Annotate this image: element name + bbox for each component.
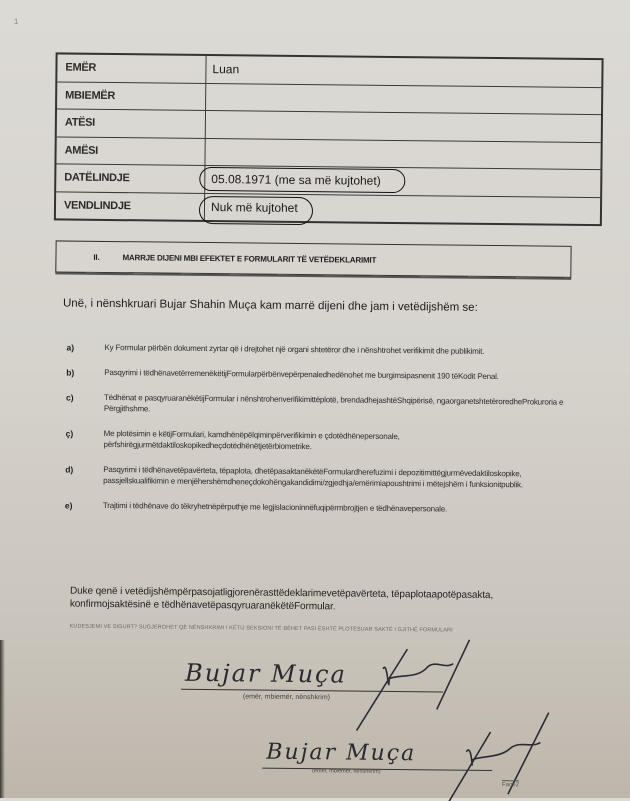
list-text: Pasqyrimi i tëdhënavetëpavërteta, tëpaplota, dhetëpasaktanëkëtëFormulardherefuzimi i depozitimittëgjurmëvedaktiloskopike, passjellskualifikimin e menjëhershëmdheneçdokohëngakandidimi/zgjedhja/emërimiapoushtrimi i mëtejshëm i funksionitpublik. [103, 464, 523, 490]
section-header [55, 240, 571, 277]
section-title: MARRJE DIJENI MBI EFEKTET E FORMULARIT TË VETËDEKLARIMIT [122, 252, 377, 265]
info-row-vendlindje [56, 192, 600, 224]
list-marker: ç) [65, 428, 74, 439]
page-number: Faqe2 [501, 782, 520, 789]
section-number: II. [93, 252, 100, 262]
info-label: ATËSI [57, 109, 206, 137]
signature-caption: (emër, mbiemër, nënshkrim) [312, 768, 381, 775]
list-marker: b) [66, 367, 75, 378]
list-item [65, 464, 565, 491]
handwritten-name: Bujar Muça [266, 739, 417, 767]
intro-statement: Unë, i nënshkruari Bujar Shahin Muça kam marrë dijeni dhe jam i vetëdijshëm se: [62, 297, 478, 314]
info-label: EMËR [57, 54, 206, 82]
info-label: DATËLINDJE [56, 164, 205, 192]
info-value [206, 111, 601, 142]
corner-mark: 1 [13, 16, 19, 27]
list-text: Pasqyrimi i tëdhënavetërremenëkëtijFormularpërbënvepërpenaledhedënohet me burgimsipasnenit 190 tëKodit Penal. [104, 367, 499, 382]
list-item [66, 342, 566, 358]
list-item [65, 500, 565, 516]
info-value [205, 138, 600, 169]
list-item [66, 367, 566, 383]
handwritten-name: Bujar Muça [184, 658, 348, 689]
info-label: VENDLINDJE [56, 192, 205, 220]
signature-note: KUDESJEMI VE SIGURT? SUGJEROHET QË NËNSHKRIMI I KËTIJ SEKSIONI TË BËHET PASI ËSHTË PLOTËSUAR SAKTË I GJITHË FORMULARI [69, 623, 453, 634]
list-text: Trajtimi i tëdhënave do tëkryhetnëpërputhje me legjislacioninnëfuqipërmbrojtjen e tëdhënavepersonale. [102, 500, 448, 514]
personal-info-table [54, 52, 604, 226]
list-text: Ky Formular përbën dokument zyrtar që i drejtohet një organi shtetëror dhe i nënshtrohet verifikimit dhe publikimit. [104, 342, 485, 356]
info-value-circled: 05.08.1971 (me sa më kujtohet) [205, 166, 600, 197]
list-marker: e) [64, 500, 73, 511]
list-item [65, 428, 565, 455]
info-label: AMËSI [56, 137, 205, 165]
info-value: Luan [212, 62, 240, 77]
closing-statement: Duke qenë i vetëdijshëmpërpasojatligjorenërasttëdeklarimevetëpavërteta, tëpaplotaapotëpasakta, konfirmojsaktësinë e tëdhënavetëpasqyruaranëkëtëFormular. [69, 585, 494, 613]
signature-block-2 [258, 710, 569, 801]
info-label: MBIEMËR [57, 82, 206, 110]
list-text: Tëdhënat e pasqyruaranëkëtijFormular i nënshtrohenverifikimittëplotë, brendadhejashtëShqipërisë, ngaorganetshtetëroredheProkuroria e Përgjithshme. [103, 392, 564, 414]
list-text: Me plotësimin e këtijFormulari, kamdhënëpëlqiminpërverifikimin e çdotëdhënepersonale, përfshirëgjurmëtdaktiloskopikedheçdotëdhënëtjetërbiometrike. [103, 428, 400, 452]
info-value-circled: Nuk më kujtohet [205, 193, 600, 224]
signature-caption: (emër, mbiemër, nënshkrim) [242, 693, 331, 702]
info-value [206, 84, 601, 115]
list-marker: a) [66, 342, 75, 353]
declarations-list [65, 342, 567, 530]
signature-scribble-icon [258, 710, 569, 801]
list-marker: c) [65, 392, 74, 403]
list-item [66, 392, 566, 419]
list-marker: d) [65, 464, 74, 475]
